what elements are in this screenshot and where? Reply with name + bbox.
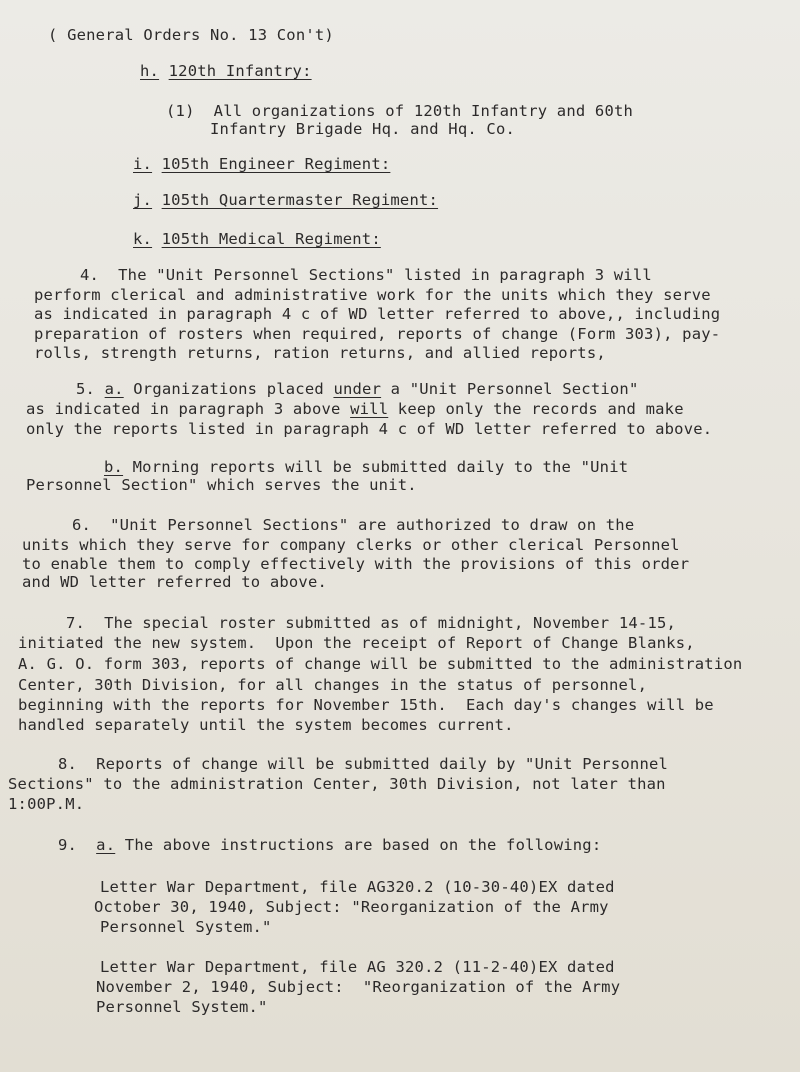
paragraph-4-line: as indicated in paragraph 4 c of WD letter referred to above,, including — [34, 305, 721, 323]
paragraph-6-line: and WD letter referred to above. — [22, 573, 328, 591]
paragraph-4-line: perform clerical and administrative work for the units which they serve — [34, 286, 711, 304]
sub-item-h — [140, 62, 312, 80]
sub-item-k — [133, 230, 381, 248]
text-segment: Morning reports will be submitted daily to the "Unit — [132, 458, 629, 476]
sub-item-label: 105th Quartermaster Regiment: — [161, 191, 439, 209]
text-segment: Organizations placed — [133, 380, 324, 398]
text-segment: as indicated in paragraph 3 above — [26, 400, 341, 418]
sub-item-label: 105th Medical Regiment: — [161, 230, 381, 248]
reference-letter-line: November 2, 1940, Subject: "Reorganization of the Army — [96, 978, 621, 996]
paragraph-number: 5. — [76, 380, 96, 398]
reference-letter-line: Personnel System." — [100, 918, 272, 936]
paragraph-5a-line2 — [26, 400, 684, 418]
h-detail-line: (1) All organizations of 120th Infantry and 60th — [166, 102, 634, 120]
paragraph-7-line: beginning with the reports for November 15th. Each day's changes will be — [18, 696, 714, 714]
paragraph-8-line: 8. Reports of change will be submitted daily by "Unit Personnel — [58, 755, 669, 773]
paragraph-6-line: to enable them to comply effectively with the provisions of this order — [22, 555, 690, 573]
underlined-word: under — [333, 380, 382, 398]
paragraph-8-line: Sections" to the administration Center, 30th Division, not later than — [8, 775, 666, 793]
subparagraph-letter: a. — [104, 380, 124, 398]
reference-letter-line: Letter War Department, file AG320.2 (10-30-40)EX dated — [100, 878, 615, 896]
sub-item-label: 120th Infantry: — [168, 62, 312, 80]
h-detail-line: Infantry Brigade Hq. and Hq. Co. — [210, 120, 516, 138]
paragraph-4-line: preparation of rosters when required, reports of change (Form 303), pay- — [34, 325, 721, 343]
reference-letter-line: October 30, 1940, Subject: "Reorganization of the Army — [94, 898, 609, 916]
paragraph-5b-line1 — [104, 458, 628, 476]
paragraph-7-line: initiated the new system. Upon the receipt of Report of Change Blanks, — [18, 634, 695, 652]
reference-letter-line: Personnel System." — [96, 998, 268, 1016]
subparagraph-letter: b. — [104, 458, 124, 476]
paragraph-6-line: 6. "Unit Personnel Sections" are authorized to draw on the — [72, 516, 635, 534]
paragraph-7-line: A. G. O. form 303, reports of change will be submitted to the administration — [18, 655, 743, 673]
sub-item-letter: j. — [133, 191, 153, 209]
subparagraph-letter: a. — [96, 836, 116, 854]
sub-item-letter: k. — [133, 230, 153, 248]
sub-item-letter: h. — [140, 62, 160, 80]
paragraph-9-line — [58, 836, 601, 854]
paragraph-number: 9. — [58, 836, 78, 854]
document-header: ( General Orders No. 13 Con't) — [48, 26, 334, 44]
sub-item-letter: i. — [133, 155, 153, 173]
reference-letter-line: Letter War Department, file AG 320.2 (11-2-40)EX dated — [100, 958, 615, 976]
underlined-word: will — [350, 400, 389, 418]
paragraph-5a-line1 — [76, 380, 638, 398]
sub-item-j — [133, 191, 438, 209]
text-segment: keep only the records and make — [397, 400, 684, 418]
paragraph-7-line: 7. The special roster submitted as of midnight, November 14-15, — [66, 614, 677, 632]
text-segment: a "Unit Personnel Section" — [390, 380, 639, 398]
paragraph-6-line: units which they serve for company clerks or other clerical Personnel — [22, 536, 680, 554]
paragraph-7-line: handled separately until the system becomes current. — [18, 716, 514, 734]
sub-item-label: 105th Engineer Regiment: — [161, 155, 391, 173]
paragraph-5b-line2: Personnel Section" which serves the unit. — [26, 476, 417, 494]
paragraph-7-line: Center, 30th Division, for all changes in the status of personnel, — [18, 676, 648, 694]
paragraph-5a-line3: only the reports listed in paragraph 4 c of WD letter referred to above. — [26, 420, 713, 438]
paragraph-4-line: 4. The "Unit Personnel Sections" listed in paragraph 3 will — [80, 266, 652, 284]
sub-item-i — [133, 155, 390, 173]
paragraph-4-line: rolls, strength returns, ration returns, and allied reports, — [34, 344, 606, 362]
paragraph-8-line: 1:00P.M. — [8, 795, 85, 813]
text-segment: The above instructions are based on the following: — [124, 836, 602, 854]
